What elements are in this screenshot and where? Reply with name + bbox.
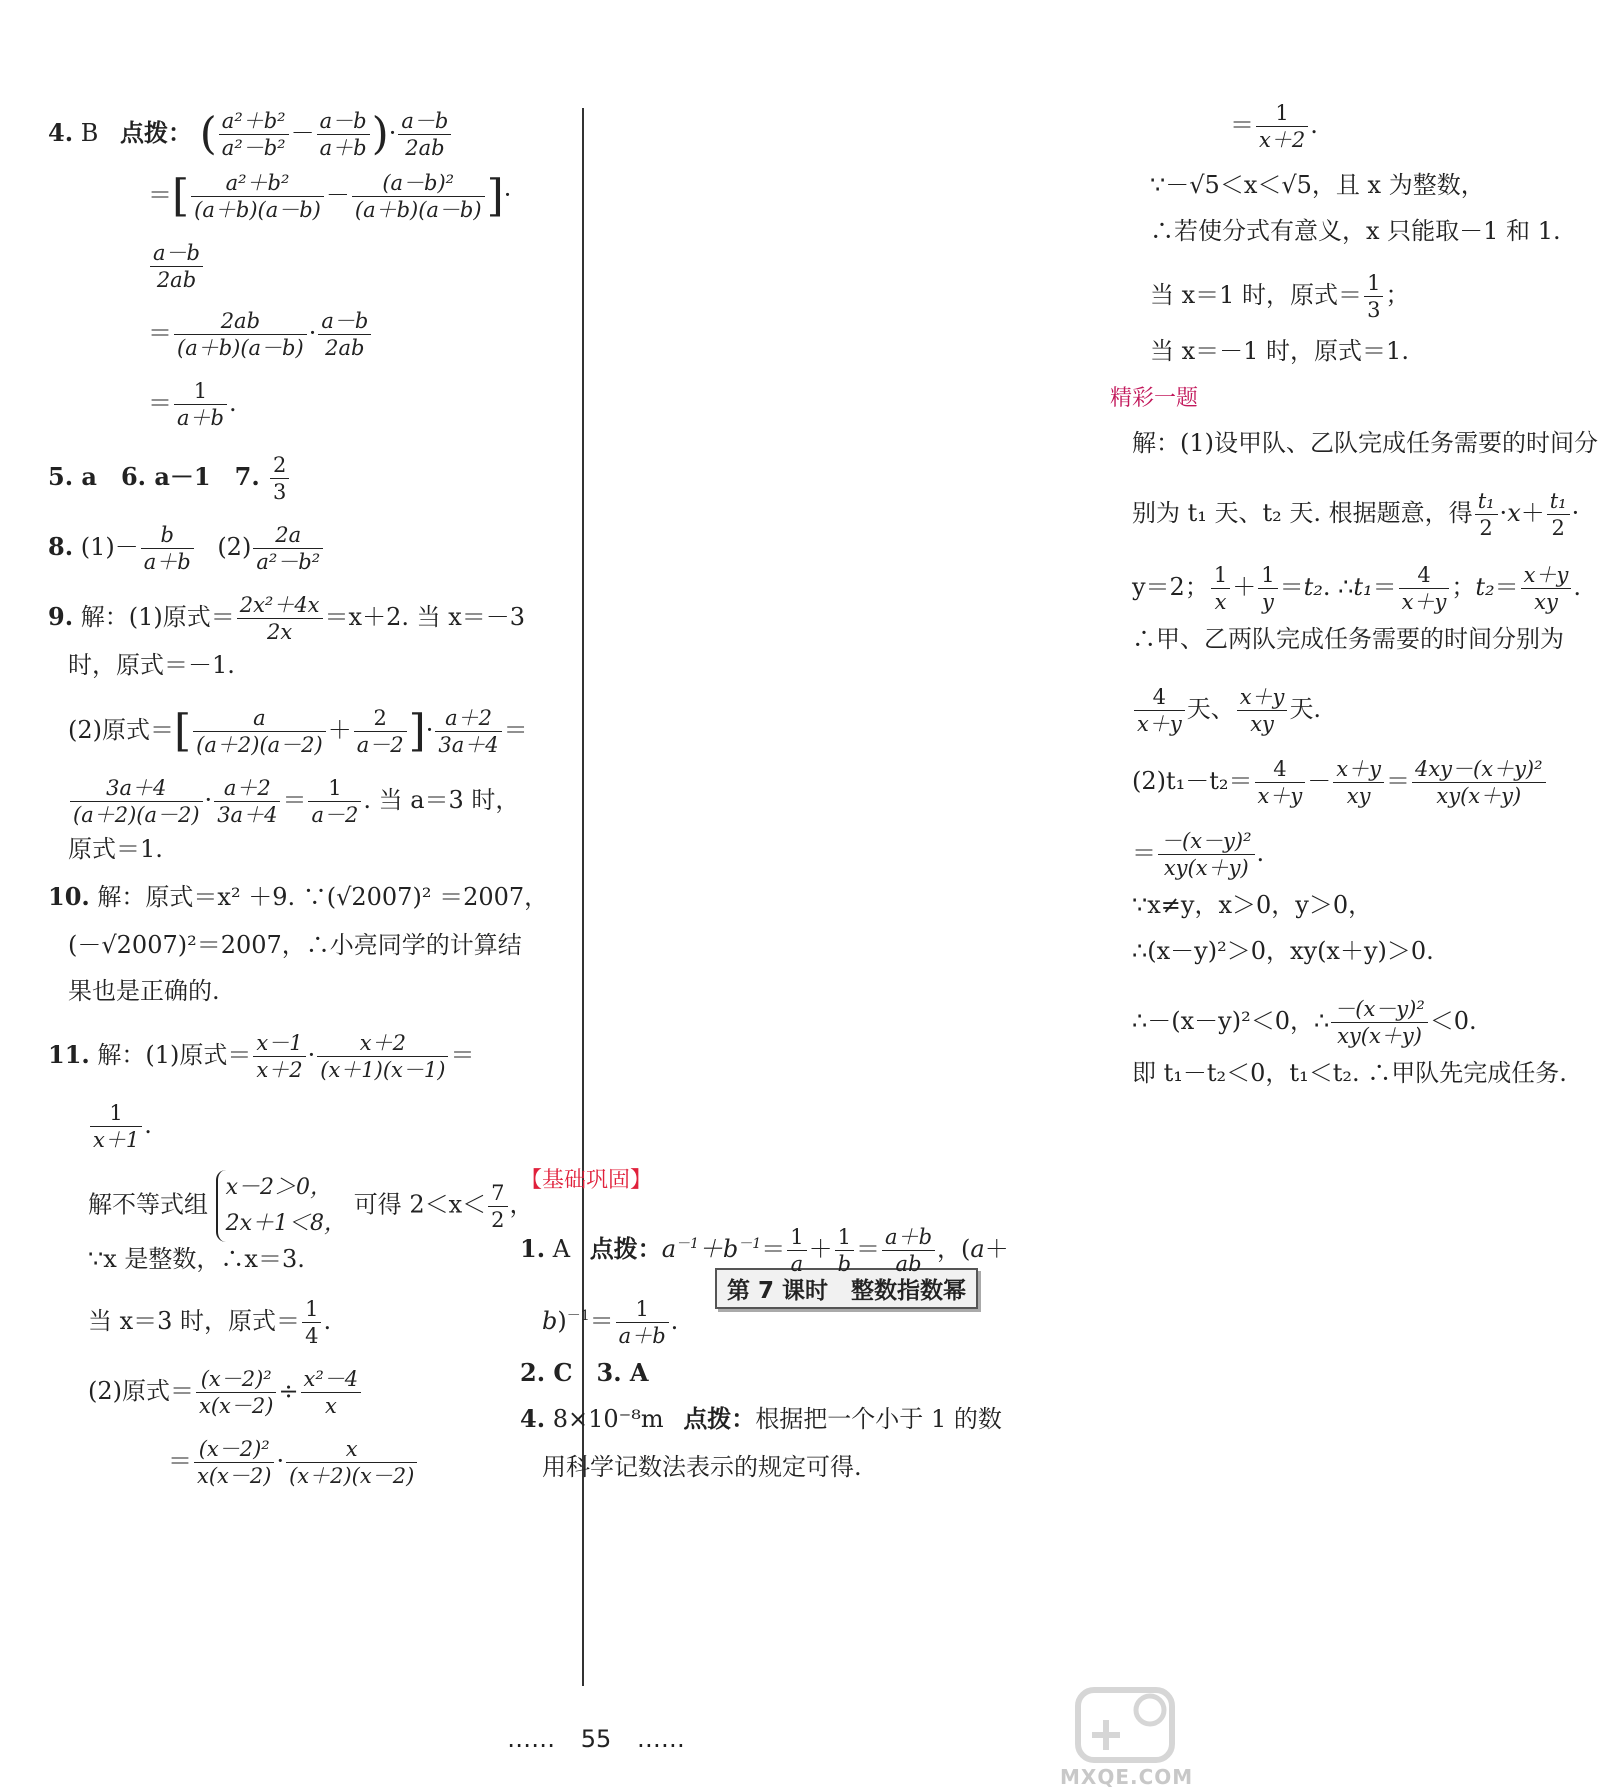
q11-line6: (2)原式＝ $\frac{\text{(x－2)²}}{x(x-2)}$ ÷ $\frac{\text{x²－4}}{x}$ xyxy=(88,1366,363,1419)
b4-answer: 8×10⁻⁸m xyxy=(552,1405,664,1433)
q9-text3: (2)原式＝ xyxy=(68,716,174,744)
s-text5-end: 天. xyxy=(1289,695,1322,723)
inequality-system xyxy=(216,1170,346,1242)
q9-text1: 解：(1)原式＝ xyxy=(80,603,235,631)
q11-line3: 解不等式组 x－2＞0， 2x＋1＜8， 可得 2＜x＜ $\frac{7}{2}$ ， xyxy=(88,1170,534,1242)
b1-label: 1. xyxy=(520,1234,546,1263)
s-text10-suffix: ＜0. xyxy=(1429,1007,1477,1035)
q4-line5: ＝ $\frac{1}{a+b}$ . xyxy=(148,379,237,430)
s-text2: 别为 t₁ 天、t₂ 天. 根据题意，得 xyxy=(1132,499,1473,527)
s-line3: y＝2； $\frac{1}{x}$ ＋ $\frac{1}{y}$ ＝t₂. ∴t₁＝ $\frac{4}{x+y}$ ；t₂＝ $\frac{x+y}{xy}$ . xyxy=(1132,563,1581,614)
q4-hint-label: 点拨： xyxy=(119,118,192,147)
q9-line2: 时，原式＝－1. xyxy=(68,651,235,679)
s-line9: ∴(x－y)²＞0，xy(x＋y)＞0. xyxy=(1132,937,1434,965)
s-line8: ∵x≠y，x＞0，y＞0， xyxy=(1132,891,1373,919)
b1-line1: 1. A 点拨：$a^{-1}+b^{-1}=$ $\frac{1}{a}$ ＋ $\frac{1}{b}$ ＝ $\frac{a+b}{ab}$ ，(a＋ xyxy=(520,1225,1009,1276)
s-line10: ∴－(x－y)²＜0，∴ $\frac{\text{－(x－y)²}}{xy(x+y)}$ ＜0. xyxy=(1132,997,1477,1048)
s-line4: ∴甲、乙两队完成任务需要的时间分别为 xyxy=(1132,625,1564,653)
b4-text: 根据把一个小于 1 的数 xyxy=(755,1405,1002,1433)
s-text10-prefix: ∴－(x－y)²＜0，∴ xyxy=(1132,1007,1330,1035)
b1-line2: b)$^{-1}$＝ $\frac{1}{a+b}$ . xyxy=(542,1297,679,1348)
column-divider xyxy=(582,108,584,1686)
footer-dots-left: …… xyxy=(507,1725,556,1753)
r-text4: 当 x＝1 时，原式＝ xyxy=(1150,281,1363,309)
s-text6-prefix: (2)t₁－t₂＝ xyxy=(1132,767,1253,795)
s-text3-prefix: y＝2； xyxy=(1132,573,1209,601)
q11-text1: 解：(1)原式＝ xyxy=(97,1041,252,1069)
q8-line: 8. (1)－ $\frac{b}{a+b}$ (2) $\frac{2a}{\text{a²－b²}}$ xyxy=(48,522,325,575)
s-line5: $\frac{4}{x+y}$ 天、 $\frac{x+y}{xy}$ 天. xyxy=(1132,684,1321,737)
section-title: 精彩一题 xyxy=(1110,386,1199,411)
b23-line: 2. C 3. A xyxy=(520,1358,649,1387)
s-line1: 解：(1)设甲队、乙队完成任务需要的时间分 xyxy=(1132,429,1598,457)
footer-dots-right: …… xyxy=(636,1725,685,1753)
q4-line3: $\frac{a-b}{2ab}$ xyxy=(148,240,205,293)
q4-line4: ＝ $\frac{2ab}{(a+b)(a-b)}$ · $\frac{a-b}{2ab}$ xyxy=(148,308,373,361)
q9-label: 9. xyxy=(48,602,74,631)
q11-line5: 当 x＝3 时，原式＝ $\frac{1}{4}$ . xyxy=(88,1297,332,1348)
q11-ineq-prefix: 解不等式组 xyxy=(88,1190,208,1219)
q11-text6: (2)原式＝ xyxy=(88,1377,194,1405)
r-line3: ∴若使分式有意义，x 只能取－1 和 1. xyxy=(1150,217,1561,245)
ineq-a: x－2＞0， xyxy=(225,1175,333,1200)
b4-line2: 用科学记数法表示的规定可得. xyxy=(542,1453,862,1481)
q10-line3: 果也是正确的. xyxy=(68,977,220,1005)
q4-answer: B xyxy=(80,119,99,147)
q11-text5: 当 x＝3 时，原式＝ xyxy=(88,1307,301,1335)
q10-text1: 解：原式＝x² ＋9. ∵(√2007)² ＝2007， xyxy=(97,883,549,911)
q11-line1: 11. 解：(1)原式＝ $\frac{x-1}{x+2}$ · $\frac{x+2}{(x+1)(x-1)}$ ＝ xyxy=(48,1031,475,1082)
b1-hint-label: 点拨： xyxy=(589,1234,662,1263)
b4-hint-label: 点拨： xyxy=(683,1404,756,1433)
s-text5-mid: 天、 xyxy=(1186,695,1235,723)
s-line11: 即 t₁－t₂＜0，t₁＜t₂. ∴甲队先完成任务. xyxy=(1132,1059,1567,1087)
s-line7: ＝ $\frac{\text{－(x－y)²}}{xy(x+y)}$ . xyxy=(1132,829,1265,880)
s-line2: 别为 t₁ 天、t₂ 天. 根据题意，得 $\frac{\text{t₁}}{2}$ ·x＋ $\frac{\text{t₁}}{2}$ · xyxy=(1132,489,1580,540)
q11-line4: ∵x 是整数，∴x＝3. xyxy=(88,1245,305,1273)
r-line1: ＝ $\frac{1}{x+2}$ . xyxy=(1230,101,1318,152)
page-number: 55 xyxy=(580,1725,612,1753)
q11-line2: $\frac{1}{x+1}$ . xyxy=(88,1100,152,1153)
q11-line7: ＝ $\frac{\text{(x－2)²}}{x(x-2)}$ · $\frac{x}{(x+2)(x-2)}$ xyxy=(168,1436,419,1489)
q8-label: 8. xyxy=(48,532,74,561)
r-line2: ∵－√5＜x＜√5，且 x 为整数， xyxy=(1150,171,1485,199)
s-line6: (2)t₁－t₂＝ $\frac{4}{x+y}$ － $\frac{x+y}{xy}$ ＝ $\frac{\text{4xy－(x＋y)²}}{xy(x+y)}$ xyxy=(1132,756,1548,809)
q9-line1: 9. 解：(1)原式＝ $\frac{\text{2x²＋4x}}{2x}$ ＝x＋2. 当 x＝－3 xyxy=(48,593,526,644)
q9-line3: (2)原式＝[ $\frac{a}{(a+2)(a-2)}$ ＋ $\frac{2}{a-2}$ ]· $\frac{a+2}{3a+4}$ ＝ xyxy=(68,705,528,757)
watermark-text: MXQE.COM xyxy=(1060,1765,1194,1789)
q9-line4: $\frac{3a+4}{(a+2)(a-2)}$ · $\frac{a+2}{3a+4}$ ＝ $\frac{1}{a-2}$ . 当 a＝3 时， xyxy=(68,775,519,828)
lesson-title: 第 7 课时 整数指数幂 xyxy=(715,1268,978,1309)
b1-answer: A xyxy=(552,1235,571,1263)
q4-label: 4. xyxy=(48,118,74,147)
ineq-b: 2x＋1＜8， xyxy=(225,1211,347,1236)
page-footer xyxy=(0,1725,1192,1753)
b4-line1 xyxy=(520,1404,1002,1434)
q11-ineq-suffix: 可得 2＜x＜ xyxy=(353,1190,487,1219)
q10-line2: (－√2007)²＝2007，∴小亮同学的计算结 xyxy=(68,931,522,959)
b4-label: 4. xyxy=(520,1404,546,1433)
basics-title: 【基础巩固】 xyxy=(520,1168,653,1193)
q5-7-line: 5. a 6. a－1 7. $\frac{2}{3}$ xyxy=(48,452,291,505)
q4-line2: ＝[ $\frac{\text{a²＋b²}}{(a+b)(a-b)}$ － $\frac{\text{(a－b)²}}{(a+b)(a-b)}$ ]· xyxy=(148,170,512,222)
q8-b: (2) xyxy=(217,533,252,561)
q4-line1: 4. B 点拨： ( $\frac{\text{a²＋b²}}{\text{a²－b²}}$ － $\frac{a-b}{a+b}$ )· $\frac{a-b}{2ab}$ xyxy=(48,108,453,161)
q9-line5: 原式＝1. xyxy=(68,835,163,863)
r-line4: 当 x＝1 时，原式＝ $\frac{1}{3}$ ； xyxy=(1150,271,1410,322)
q8-a: (1)－ xyxy=(80,533,139,561)
q9-text1-tail: ＝x＋2. 当 x＝－3 xyxy=(324,603,526,631)
q5-7-text: 5. a 6. a－1 7. xyxy=(48,462,260,491)
q11-label: 11. xyxy=(48,1040,90,1069)
q10-line1 xyxy=(48,882,548,912)
q9-text4-tail: . 当 a＝3 时， xyxy=(363,786,520,814)
r-line5: 当 x＝－1 时，原式＝1. xyxy=(1150,337,1409,365)
q10-label: 10. xyxy=(48,882,90,911)
